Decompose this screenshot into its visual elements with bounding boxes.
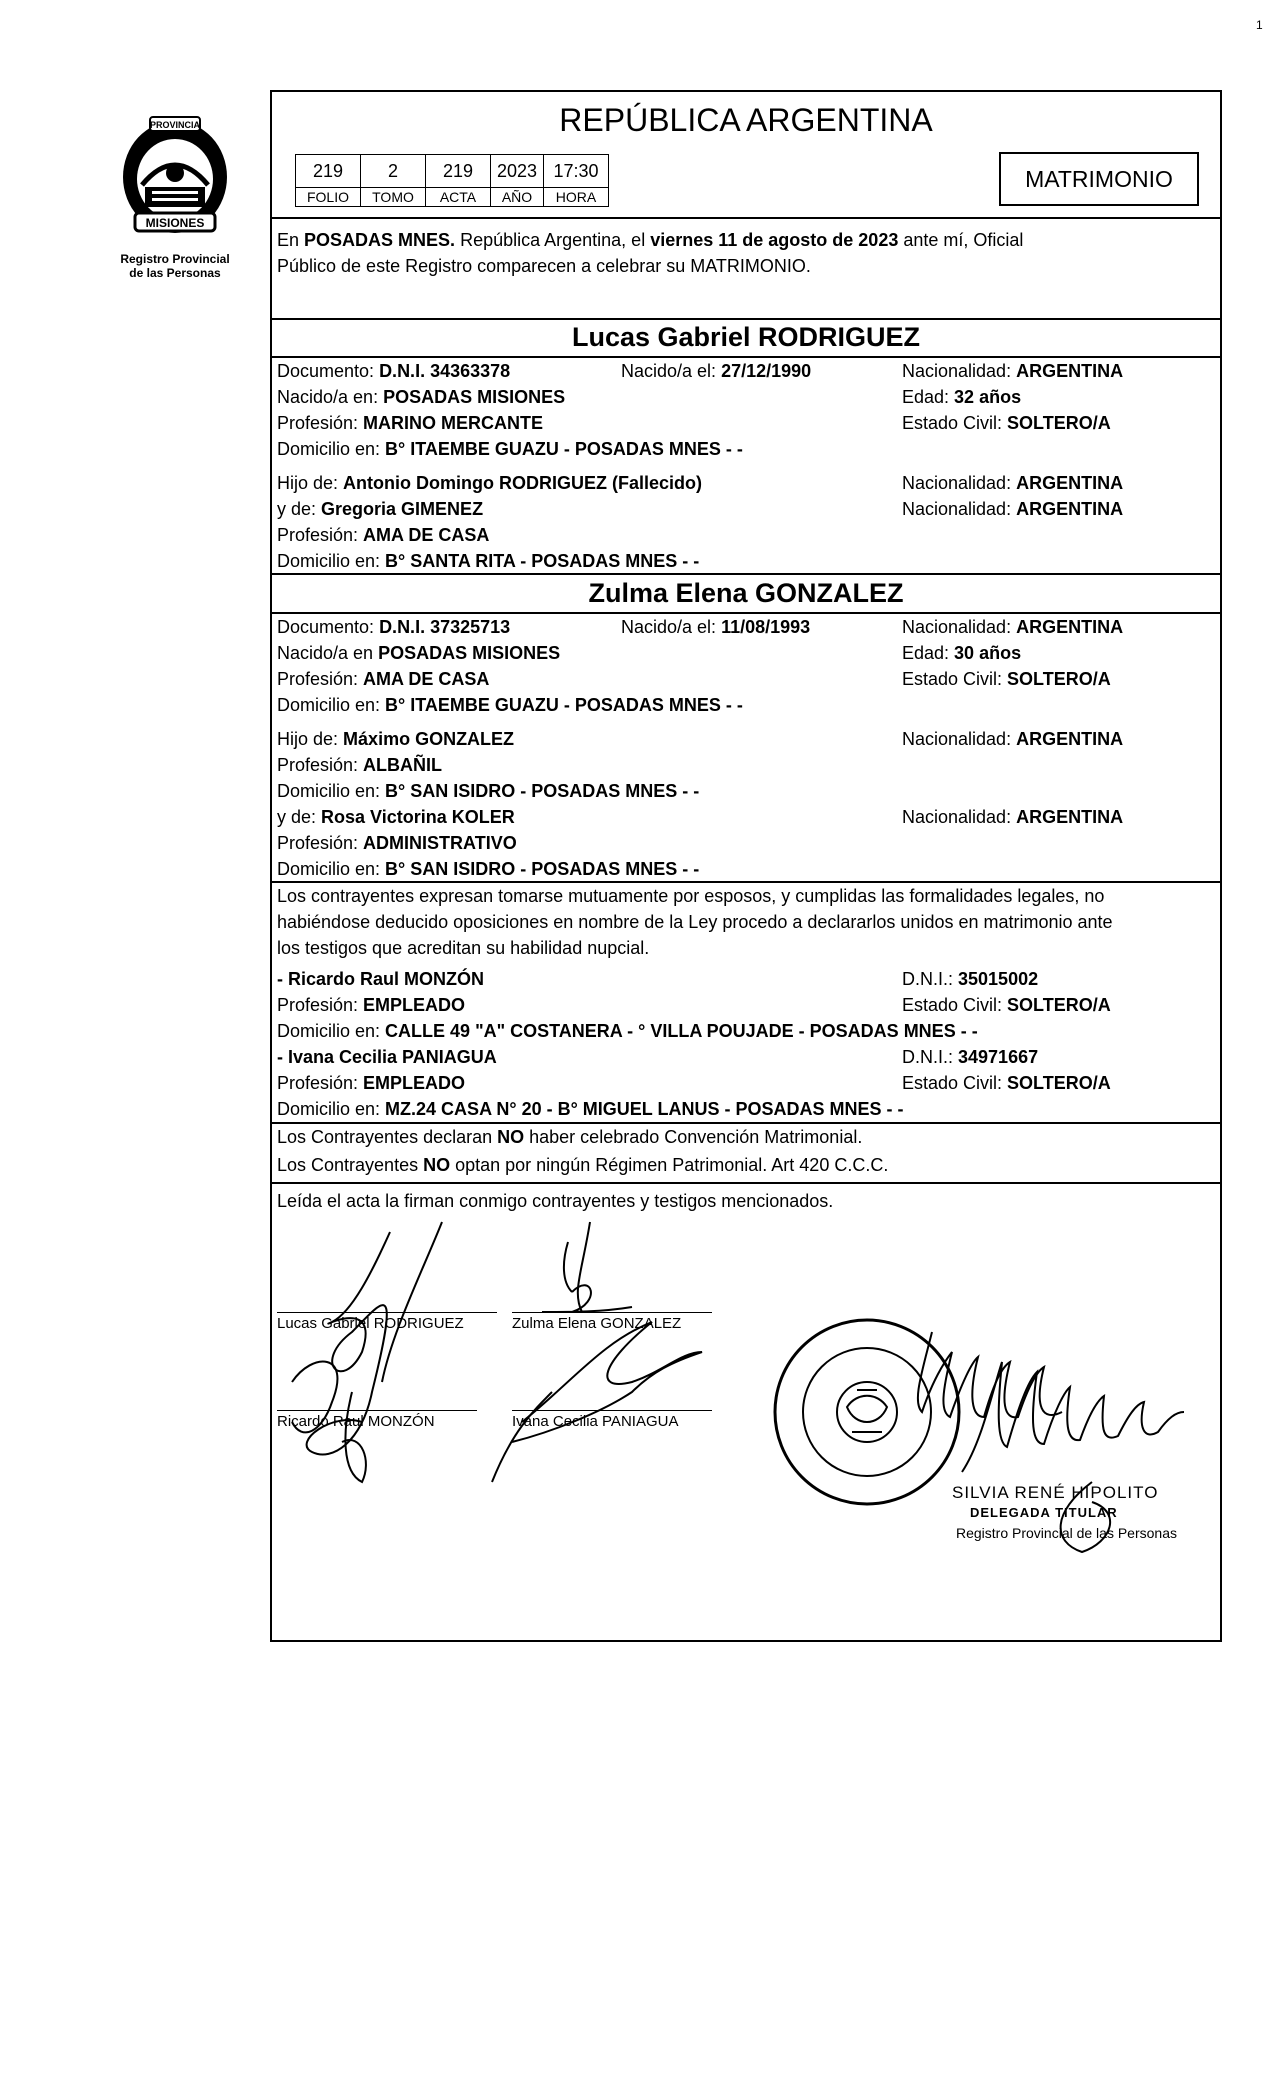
party1-document: Documento: D.N.I. 34363378 — [277, 361, 511, 381]
official-name: SILVIA RENÉ HIPOLITO — [952, 1483, 1159, 1502]
registry-caption-2: de las Personas — [129, 266, 221, 280]
intro-paragraph: En POSADAS MNES. República Argentina, el viernes 11 de agosto de 2023 ante mí, Oficial Público de este Registro comparecen a celebrar su MATRIMONIO. — [277, 230, 1024, 276]
declaration-paragraph: Los contrayentes expresan tomarse mutuamente por esposos, y cumplidas las formalidades legales, no habiéndose deducido oposiciones en nombre de la Ley procedo a declararlos unidos en matrimonio ante los testigos que acreditan su habilidad nupcial. — [277, 886, 1113, 958]
acta-value: 219 — [426, 155, 491, 188]
party1-mother-profession: Profesión: AMA DE CASA — [277, 525, 490, 545]
party2-father-profession: Profesión: ALBAÑIL — [277, 755, 443, 775]
folio-value: 219 — [296, 155, 361, 188]
party1-birthdate: Nacido/a el: 27/12/1990 — [621, 361, 812, 381]
party1-father-nationality: Nacionalidad: ARGENTINA — [902, 473, 1124, 493]
witness2-dni: D.N.I.: 34971667 — [902, 1047, 1039, 1067]
svg-text:PROVINCIA: PROVINCIA — [149, 120, 201, 130]
signature-line-4: Ivana Cecilia PANIAGUA — [512, 1410, 712, 1430]
registry-logo — [100, 115, 250, 280]
document-title: REPÚBLICA ARGENTINA — [559, 102, 933, 138]
witness1-dni: D.N.I.: 35015002 — [902, 969, 1039, 989]
party1-birthplace: Nacido/a en: POSADAS MISIONES — [277, 387, 566, 407]
party2-birthplace: Nacido/a en POSADAS MISIONES — [277, 643, 561, 663]
signature-line-2: Zulma Elena GONZALEZ — [512, 1312, 712, 1332]
party1-father: Hijo de: Antonio Domingo RODRIGUEZ (Fallecido) — [277, 473, 703, 493]
closing-text: Leída el acta la firman conmigo contrayentes y testigos mencionados. — [277, 1191, 834, 1211]
province-emblem-icon — [100, 115, 250, 245]
signature-line-1: Lucas Gabriel RODRIGUEZ — [277, 1312, 497, 1332]
convention-line-2: Los Contrayentes NO optan por ningún Régimen Patrimonial. Art 420 C.C.C. — [277, 1155, 889, 1175]
witness2-profession: Profesión: EMPLEADO — [277, 1073, 466, 1093]
party2-profession: Profesión: AMA DE CASA — [277, 669, 490, 689]
party1-mother-nationality: Nacionalidad: ARGENTINA — [902, 499, 1124, 519]
divider — [272, 356, 1220, 358]
witness2-address: Domicilio en: MZ.24 CASA N° 20 - B° MIGUEL LANUS - POSADAS MNES - - — [277, 1099, 904, 1119]
party2-mother-address: Domicilio en: B° SAN ISIDRO - POSADAS MNES - - — [277, 859, 700, 879]
party2-father: Hijo de: Máximo GONZALEZ — [277, 729, 515, 749]
registry-caption-1: Registro Provincial — [120, 252, 230, 266]
svg-text:MISIONES: MISIONES — [145, 216, 205, 230]
party2-birthdate: Nacido/a el: 11/08/1993 — [621, 617, 811, 637]
party2-age: Edad: 30 años — [902, 643, 1022, 663]
hour-label: HORA — [544, 188, 609, 207]
signature-line-3: Ricardo Raul MONZÓN — [277, 1410, 477, 1430]
witness1-profession: Profesión: EMPLEADO — [277, 995, 466, 1015]
witness1-address: Domicilio en: CALLE 49 "A" COSTANERA - ° VILLA POUJADE - POSADAS MNES - - — [277, 1021, 978, 1041]
official-signature-icon — [952, 1332, 1212, 1482]
party1-name: Lucas Gabriel RODRIGUEZ — [571, 322, 921, 352]
divider — [272, 1182, 1220, 1184]
hour-value: 17:30 — [544, 155, 609, 188]
party1-civil-status: Estado Civil: SOLTERO/A — [902, 413, 1111, 433]
party2-mother: y de: Rosa Victorina KOLER — [277, 807, 515, 827]
party2-nationality: Nacionalidad: ARGENTINA — [902, 617, 1124, 637]
year-value: 2023 — [491, 155, 544, 188]
folio-label: FOLIO — [296, 188, 361, 207]
registration-table — [295, 154, 609, 207]
divider — [272, 612, 1220, 614]
official-organization: Registro Provincial de las Personas — [956, 1525, 1177, 1541]
acta-label: ACTA — [426, 188, 491, 207]
divider — [272, 573, 1220, 575]
witness2-name: - Ivana Cecilia PANIAGUA — [277, 1047, 497, 1067]
witness1-name: - Ricardo Raul MONZÓN — [277, 969, 485, 989]
party1-address: Domicilio en: B° ITAEMBE GUAZU - POSADAS MNES - - — [277, 439, 743, 459]
page-mark: 1 — [1256, 18, 1263, 32]
divider — [272, 318, 1220, 320]
tomo-value: 2 — [361, 155, 426, 188]
tomo-label: TOMO — [361, 188, 426, 207]
party2-father-address: Domicilio en: B° SAN ISIDRO - POSADAS MNES - - — [277, 781, 700, 801]
official-seal-icon — [767, 1312, 967, 1512]
party1-nationality: Nacionalidad: ARGENTINA — [902, 361, 1124, 381]
divider — [272, 217, 1220, 219]
divider — [272, 1122, 1220, 1124]
act-type-box: MATRIMONIO — [999, 152, 1199, 206]
witness1-civil-status: Estado Civil: SOLTERO/A — [902, 995, 1111, 1015]
act-form — [270, 90, 1222, 1642]
party1-mother: y de: Gregoria GIMENEZ — [277, 499, 484, 519]
official-title: DELEGADA TITULAR — [970, 1505, 1118, 1520]
party2-address: Domicilio en: B° ITAEMBE GUAZU - POSADAS MNES - - — [277, 695, 743, 715]
convention-line-1: Los Contrayentes declaran NO haber celebrado Convención Matrimonial. — [277, 1127, 863, 1147]
party2-father-nationality: Nacionalidad: ARGENTINA — [902, 729, 1124, 749]
witness2-civil-status: Estado Civil: SOLTERO/A — [902, 1073, 1111, 1093]
party2-mother-nationality: Nacionalidad: ARGENTINA — [902, 807, 1124, 827]
party2-mother-profession: Profesión: ADMINISTRATIVO — [277, 833, 517, 853]
party1-profession: Profesión: MARINO MERCANTE — [277, 413, 544, 433]
party1-mother-address: Domicilio en: B° SANTA RITA - POSADAS MNES - - — [277, 551, 700, 571]
year-label: AÑO — [491, 188, 544, 207]
party2-civil-status: Estado Civil: SOLTERO/A — [902, 669, 1111, 689]
party1-age: Edad: 32 años — [902, 387, 1022, 407]
party2-name: Zulma Elena GONZALEZ — [588, 578, 904, 608]
party2-document: Documento: D.N.I. 37325713 — [277, 617, 511, 637]
